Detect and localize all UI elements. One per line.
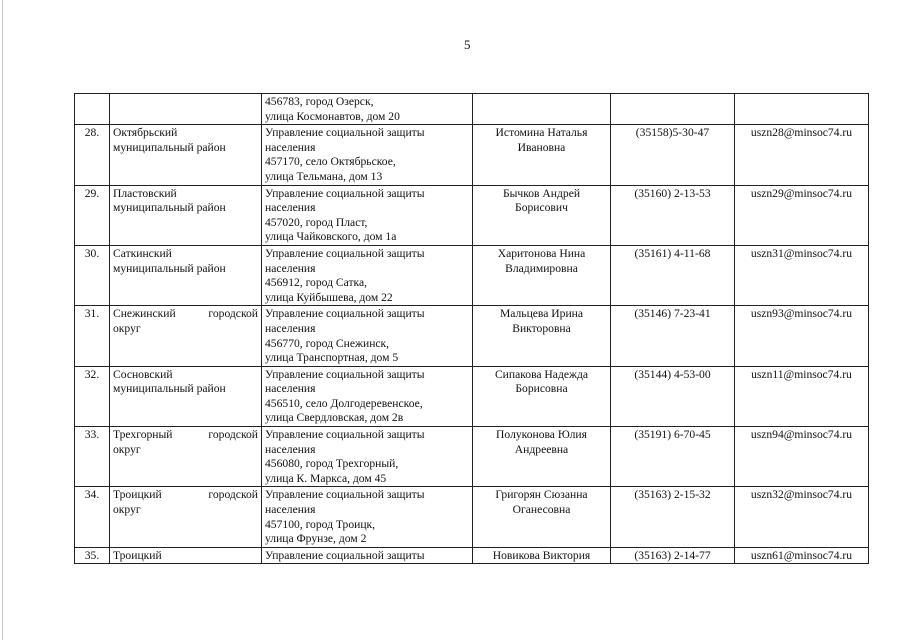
contacts-table xyxy=(74,93,869,564)
table-row xyxy=(75,125,869,185)
district-name-line: Трехгорный городской xyxy=(113,428,258,442)
address-line: Управление социальной защиты xyxy=(265,186,425,200)
row-number: 29. xyxy=(84,186,100,200)
person-cell xyxy=(473,487,611,547)
address-line: Управление социальной защиты xyxy=(265,367,425,381)
person-name-line: Полуконова Юлия xyxy=(496,428,587,442)
row-number-cell xyxy=(75,245,110,305)
phone-number: (35163) 2-15-32 xyxy=(634,488,711,502)
address-line: улица Космонавтов, дом 20 xyxy=(265,109,400,123)
person-cell xyxy=(473,366,611,426)
row-number-cell xyxy=(75,306,110,366)
address-line: Управление социальной защиты xyxy=(265,126,425,140)
email-cell xyxy=(735,125,869,185)
district-cell xyxy=(110,366,262,426)
phone-number: (35161) 4-11-68 xyxy=(634,246,711,260)
district-name-line: округ xyxy=(113,503,141,517)
person-cell xyxy=(473,547,611,564)
scan-edge xyxy=(2,0,3,640)
person-cell xyxy=(473,427,611,487)
person-name-line: Владимировна xyxy=(505,261,578,275)
address-line: Управление социальной защиты xyxy=(265,307,425,321)
address-cell xyxy=(262,547,473,564)
district-name-line: Октябрьский xyxy=(113,126,178,140)
email-cell xyxy=(735,94,869,125)
row-number: 35. xyxy=(84,548,100,562)
district-cell xyxy=(110,547,262,564)
district-cell xyxy=(110,125,262,185)
district-name-line: Троицкий xyxy=(113,548,162,562)
phone-cell xyxy=(611,125,735,185)
row-number-cell xyxy=(75,366,110,426)
address-cell xyxy=(262,125,473,185)
address-line: 456783, город Озерск, xyxy=(265,95,374,108)
person-name-line: Бычков Андрей xyxy=(502,186,581,200)
phone-cell xyxy=(611,185,735,245)
table-row xyxy=(75,94,869,125)
address-line: Управление социальной защиты xyxy=(265,246,425,260)
address-line: населения xyxy=(265,261,316,275)
person-name-line: Новикова Виктория xyxy=(492,548,591,562)
person-cell xyxy=(473,185,611,245)
address-line: населения xyxy=(265,442,316,456)
table-row xyxy=(75,185,869,245)
address-cell xyxy=(262,94,473,125)
district-name-line: муниципальный район xyxy=(113,201,226,215)
email-cell xyxy=(735,306,869,366)
phone-cell xyxy=(611,487,735,547)
row-number: 31. xyxy=(84,307,100,321)
address-line: Управление социальной защиты xyxy=(265,488,425,502)
phone-cell xyxy=(611,245,735,305)
row-number: 34. xyxy=(84,488,100,502)
person-name-line: Оганесовна xyxy=(512,503,571,517)
email-address: uszn31@minsoc74.ru xyxy=(750,246,853,260)
person-cell xyxy=(473,125,611,185)
table-row xyxy=(75,487,869,547)
row-number-cell xyxy=(75,427,110,487)
page-number: 5 xyxy=(464,37,471,52)
person-name-line: Истомина Наталья xyxy=(495,126,588,140)
table-row xyxy=(75,547,869,564)
phone-cell xyxy=(611,94,735,125)
address-line: 457170, село Октябрьское, xyxy=(265,155,396,169)
person-name-line: Григорян Сюзанна xyxy=(495,488,588,502)
district-name-line: Снежинский городской xyxy=(113,307,258,321)
phone-number: (35146) 7-23-41 xyxy=(634,307,711,321)
row-number-cell xyxy=(75,547,110,564)
phone-cell xyxy=(611,547,735,564)
person-name-line: Сипакова Надежда xyxy=(494,367,589,381)
address-line: Управление социальной защиты xyxy=(265,548,425,562)
district-name-line: Троицкий городской xyxy=(113,488,258,502)
email-cell xyxy=(735,245,869,305)
address-line: 457020, город Пласт, xyxy=(265,215,368,229)
email-cell xyxy=(735,427,869,487)
district-cell xyxy=(110,487,262,547)
address-line: 456080, город Трехгорный, xyxy=(265,457,399,471)
address-line: улица К. Маркса, дом 45 xyxy=(265,471,387,485)
address-line: улица Тельмана, дом 13 xyxy=(265,169,383,183)
district-name-line: округ xyxy=(113,442,141,456)
address-cell xyxy=(262,427,473,487)
district-cell xyxy=(110,306,262,366)
address-cell xyxy=(262,185,473,245)
person-cell xyxy=(473,245,611,305)
table-row xyxy=(75,366,869,426)
address-line: 456770, город Снежинск, xyxy=(265,336,390,350)
email-address: uszn61@minsoc74.ru xyxy=(750,548,853,562)
address-line: 457100, город Троицк, xyxy=(265,517,376,531)
district-cell xyxy=(110,245,262,305)
email-address: uszn11@minsoc74.ru xyxy=(751,367,852,381)
email-cell xyxy=(735,547,869,564)
district-cell xyxy=(110,427,262,487)
phone-cell xyxy=(611,366,735,426)
table-row xyxy=(75,306,869,366)
table-body xyxy=(75,94,869,564)
district-name-line: муниципальный район xyxy=(113,140,226,154)
table-row xyxy=(75,245,869,305)
row-number-cell xyxy=(75,94,110,125)
row-number: 30. xyxy=(84,246,100,260)
row-number-cell xyxy=(75,125,110,185)
address-line: улица Свердловская, дом 2в xyxy=(265,411,404,425)
email-cell xyxy=(735,185,869,245)
address-line: улица Фрунзе, дом 2 xyxy=(265,532,367,546)
person-name-line: Викторовна xyxy=(512,321,571,335)
phone-number: (35144) 4-53-00 xyxy=(634,367,711,381)
district-name-line: округ xyxy=(113,321,141,335)
phone-cell xyxy=(611,427,735,487)
address-line: 456510, село Долгодеревенское, xyxy=(265,396,423,410)
address-line: населения xyxy=(265,140,316,154)
email-address: uszn28@minsoc74.ru xyxy=(750,126,853,140)
person-name-line: Борисовна xyxy=(515,382,568,396)
row-number-cell xyxy=(75,185,110,245)
row-number: 28. xyxy=(84,126,100,140)
address-line: 456912, город Сатка, xyxy=(265,276,368,290)
person-name-line: Мальцева Ирина xyxy=(499,307,584,321)
address-line: населения xyxy=(265,503,316,517)
table-row xyxy=(75,427,869,487)
person-name-line: Борисович xyxy=(515,201,568,215)
district-name-line: муниципальный район xyxy=(113,382,226,396)
district-name-line: Саткинский xyxy=(113,246,172,260)
address-cell xyxy=(262,245,473,305)
district-cell xyxy=(110,185,262,245)
phone-cell xyxy=(611,306,735,366)
address-cell xyxy=(262,306,473,366)
email-address: uszn94@minsoc74.ru xyxy=(750,428,853,442)
person-name-line: Харитонова Нина xyxy=(497,246,586,260)
address-line: улица Куйбышева, дом 22 xyxy=(265,290,393,304)
address-line: улица Чайковского, дом 1а xyxy=(265,230,397,244)
address-cell xyxy=(262,366,473,426)
district-name-line: Сосновский xyxy=(113,367,173,381)
phone-number: (35163) 2-14-77 xyxy=(634,548,711,562)
address-line: населения xyxy=(265,321,316,335)
email-cell xyxy=(735,366,869,426)
email-address: uszn93@minsoc74.ru xyxy=(750,307,853,321)
address-line: улица Транспортная, дом 5 xyxy=(265,351,399,365)
person-cell xyxy=(473,306,611,366)
district-name-line: муниципальный район xyxy=(113,261,226,275)
person-cell xyxy=(473,94,611,125)
phone-number: (35158)5-30-47 xyxy=(635,126,710,140)
row-number: 33. xyxy=(84,428,100,442)
district-cell xyxy=(110,94,262,125)
person-name-line: Андреевна xyxy=(514,442,569,456)
address-line: населения xyxy=(265,201,316,215)
phone-number: (35160) 2-13-53 xyxy=(634,186,711,200)
email-cell xyxy=(735,487,869,547)
email-address: uszn32@minsoc74.ru xyxy=(750,488,853,502)
phone-number: (35191) 6-70-45 xyxy=(634,428,711,442)
address-line: Управление социальной защиты xyxy=(265,428,425,442)
row-number-cell xyxy=(75,487,110,547)
address-line: населения xyxy=(265,382,316,396)
district-name-line: Пластовский xyxy=(113,186,177,200)
row-number: 32. xyxy=(84,367,100,381)
address-cell xyxy=(262,487,473,547)
person-name-line: Ивановна xyxy=(517,140,566,154)
email-address: uszn29@minsoc74.ru xyxy=(750,186,853,200)
